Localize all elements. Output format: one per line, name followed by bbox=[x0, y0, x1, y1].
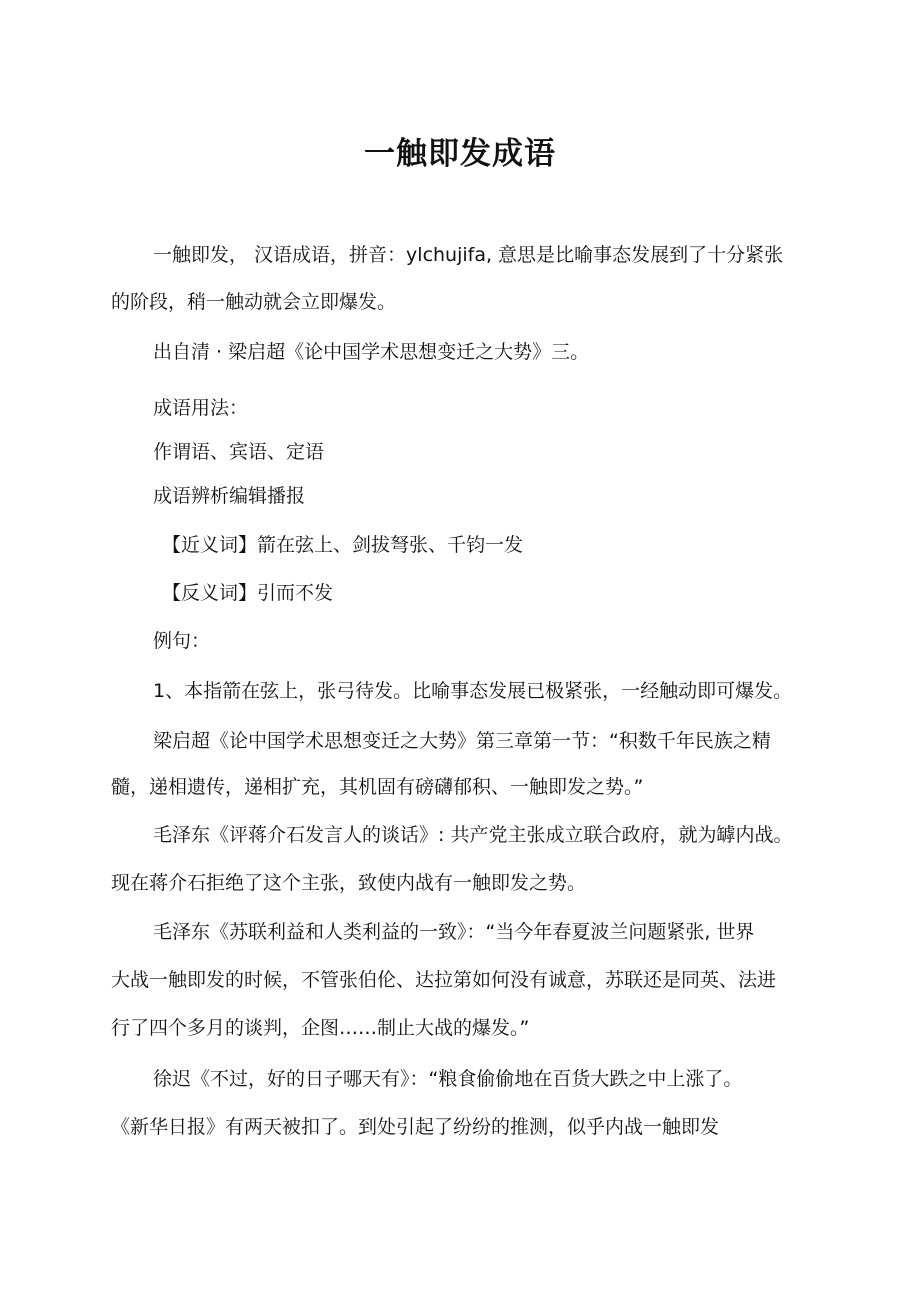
document-title: 一触即发成语 bbox=[364, 136, 556, 172]
paragraph-line: 1、本指箭在弦上，张弓待发。比喻事态发展已极紧张，一经触动即可爆发。 bbox=[153, 680, 793, 702]
paragraph-line: 毛泽东《苏联利益和人类利益的一致》：“当今年春夏波兰问题紧张, 世界 bbox=[153, 921, 755, 943]
paragraph-line: 徐迟《不过，好的日子哪天有》：“粮食偷偷地在百货大跌之中上涨了。 bbox=[153, 1068, 743, 1090]
paragraph-line: 现在蒋介石拒绝了这个主张，致使内战有一触即发之势。 bbox=[111, 872, 587, 894]
paragraph-line: 的阶段，稍一触动就会立即爆发。 bbox=[111, 291, 397, 313]
paragraph-line: 一触即发， 汉语成语，拼音：ylchujifa, 意思是比喻事态发展到了十分紧张 bbox=[153, 244, 784, 266]
paragraph-line: 髓，递相遗传，递相扩充，其机固有磅礴郁积、一触即发之势。” bbox=[111, 776, 644, 798]
paragraph-line: 成语用法： bbox=[153, 397, 249, 419]
paragraph-line: 【近义词】箭在弦上、剑拔弩张、千钧一发 bbox=[162, 534, 524, 556]
paragraph-line: 梁启超《论中国学术思想变迁之大势》第三章第一节：“积数千年民族之精 bbox=[153, 730, 771, 752]
paragraph-line: 例句： bbox=[153, 630, 211, 652]
paragraph-line: 《新华日报》有两天被扣了。到处引起了纷纷的推测，似乎内战一触即发 bbox=[111, 1116, 720, 1138]
paragraph-line: 毛泽东《评蒋介石发言人的谈话》: 共产党主张成立联合政府，就为罅内战。 bbox=[153, 824, 793, 846]
paragraph-line: 大战一触即发的时候，不管张伯伦、达拉第如何没有诚意，苏联还是同英、法进 bbox=[111, 969, 777, 991]
paragraph-line: 作谓语、宾语、定语 bbox=[153, 441, 325, 463]
paragraph-line: 行了四个多月的谈判，企图……制止大战的爆发。” bbox=[111, 1017, 530, 1039]
paragraph-line: 成语辨析编辑播报 bbox=[153, 485, 306, 507]
paragraph-line: 【反义词】引而不发 bbox=[162, 582, 334, 604]
paragraph-line: 出自清 · 梁启超《论中国学术思想变迁之大势》三。 bbox=[153, 341, 590, 363]
